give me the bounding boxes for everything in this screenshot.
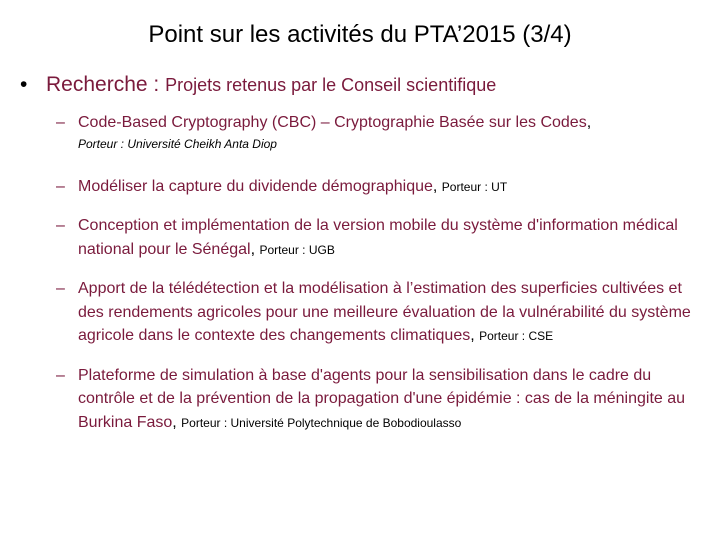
main-bullet [20, 70, 710, 100]
project-owner: Porteur : UGB [259, 242, 335, 257]
slide-title: Point sur les activités du PTA’2015 (3/4) [148, 21, 572, 48]
dash-marker: – [56, 217, 65, 234]
project-item [56, 214, 706, 261]
project-item [56, 277, 706, 348]
project-list [56, 111, 706, 434]
project-item [56, 364, 706, 435]
project-item [56, 175, 706, 199]
project-title: Apport de la télédétection et la modélisation à l’estimation des superficies cultivées et des rendements agricoles pour une meilleure évaluation de la vulnérabilité du système agricole dans le contexte des changements climatiques [78, 280, 691, 344]
project-owner: Porteur : UT [441, 179, 508, 194]
project-separator: , [250, 240, 260, 258]
bullet-dot: • [20, 73, 28, 96]
dash-marker: – [56, 114, 65, 131]
project-owner: Porteur : Université Polytechnique de Bobodioulasso [181, 415, 462, 430]
project-owner: Porteur : CSE [479, 329, 554, 343]
project-separator: , [432, 177, 442, 195]
project-separator: , [172, 413, 182, 431]
project-owner: Porteur : Université Cheikh Anta Diop [78, 136, 277, 151]
bullet-heading: Recherche : [46, 73, 166, 96]
dash-marker: – [56, 366, 65, 384]
project-title: Code-Based Cryptography (CBC) – Cryptographie Basée sur les Codes [78, 114, 587, 131]
project-separator: , [586, 114, 592, 131]
project-title: Conception et implémentation de la version mobile du système d'information médical national pour le Sénégal [78, 217, 678, 258]
project-title: Modéliser la capture du dividende démographique [78, 177, 433, 195]
project-separator: , [470, 327, 480, 344]
project-title: Plateforme de simulation à base d'agents pour la sensibilisation dans le cadre du contrôle et de la prévention de la propagation d'une épidémie : cas de la méningite au Burkina Faso [78, 366, 686, 431]
dash-marker: – [56, 280, 65, 297]
dash-marker: – [56, 177, 65, 195]
bullet-subheading: Projets retenus par le Conseil scientifique [165, 75, 497, 95]
project-item [56, 111, 706, 153]
